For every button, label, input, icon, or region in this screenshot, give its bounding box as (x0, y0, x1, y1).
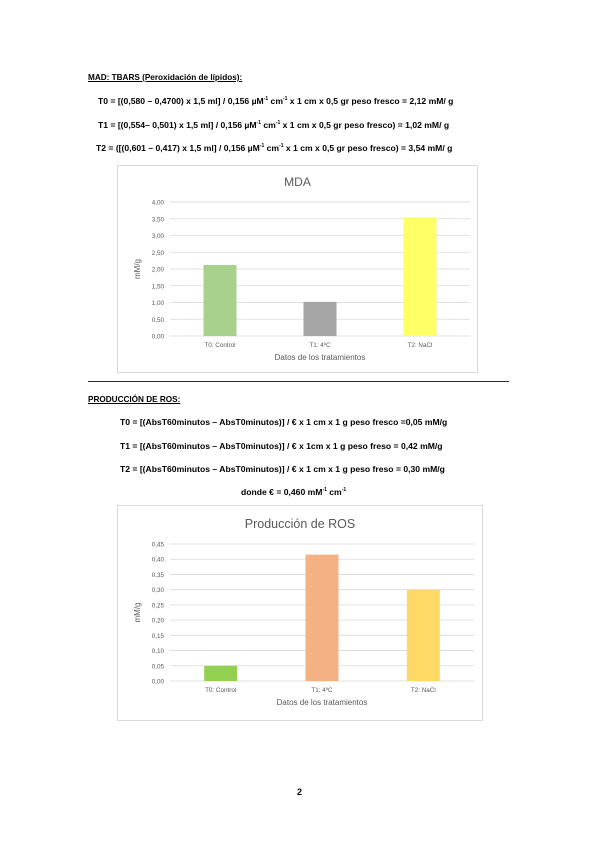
ros-chart-title: Producción de ROS (244, 517, 356, 531)
mda-heading: MAD: TBARS (Peroxidación de lípidos): (88, 73, 243, 82)
y-tick-label: 0,20 (151, 617, 164, 625)
mda-equation-t1: T1 = [(0,554– 0,501) x 1,5 ml] / 0,156 µM$^{-1}$ $cm^{-1}$ x 1 cm x 0,5 gr peso fresco) = 1,02 mM/ g (98, 120, 450, 130)
y-tick-label: 0,10 (151, 648, 164, 656)
x-tick-label: T1: 4ºC (311, 687, 333, 694)
mda-chart-title: MDA (284, 175, 311, 189)
y-tick-label: 0,15 (151, 632, 164, 640)
x-tick-label: T0: Control (204, 342, 236, 349)
ros-heading: PRODUCCIÓN DE ROS: (88, 395, 181, 404)
y-tick-label: 1,00 (151, 300, 164, 307)
y-tick-label: 4,00 (151, 199, 164, 207)
x-tick-label: T2: NaCl (407, 342, 433, 349)
bar (204, 666, 237, 681)
mda-equation-t2: T2 = ([(0,601 – 0,417) x 1,5 ml] / 0,156 µM$^{-1}$ $cm^{-1}$ x 1 cm x 0,5 gr peso fresco) = 3,54 mM/ g (96, 143, 453, 153)
y-tick-label: 3,50 (151, 216, 164, 224)
y-tick-label: 0,30 (151, 587, 164, 595)
bar (304, 302, 337, 336)
y-tick-label: 2,00 (151, 266, 164, 274)
x-axis-label: Datos de los tratamientos (274, 353, 366, 362)
section-divider (88, 381, 509, 382)
ros-donde: donde € = 0,460 $mM^{-1}$ $cm^{-1}$ (241, 487, 347, 497)
x-tick-label: T1: 4ºC (309, 342, 331, 349)
page-number: 2 (296, 787, 302, 797)
bar (306, 555, 339, 681)
y-axis-label: mM/g (133, 602, 142, 623)
y-tick-label: 0,05 (151, 663, 164, 671)
y-axis-label: mM/g (133, 259, 142, 279)
mda-chart-plot (118, 166, 477, 372)
x-tick-label: T0: Control (205, 687, 237, 694)
y-tick-label: 3,00 (151, 233, 164, 240)
bar (404, 217, 437, 336)
y-tick-label: 0,50 (151, 316, 164, 324)
y-tick-label: 0,00 (151, 333, 164, 341)
x-axis-label: Datos de los tratamientos (276, 698, 368, 707)
ros-equation-t1: T1 = [(AbsT60minutos – AbsT0minutos)] / € x 1cm x 1 g peso freso = 0,42 mM/g (120, 441, 443, 451)
mda-equation-t0: T0 = [(0,580 – 0,4700) x 1,5 ml] / 0,156 µM$^{-1}$ $cm^{-1}$ x 1 cm x 0,5 gr peso fresco = 2,12 mM/ g (98, 96, 454, 106)
y-tick-label: 0,45 (151, 541, 164, 549)
mda-chart (117, 165, 478, 373)
bar (204, 265, 237, 336)
y-tick-label: 1,50 (151, 283, 164, 291)
y-tick-label: 0,40 (151, 556, 164, 564)
ros-equation-t0: T0 = [(AbsT60minutos – AbsT0minutos)] / € x 1 cm x 1 g peso fresco =0,05 mM/g (120, 417, 448, 427)
ros-chart (117, 505, 483, 721)
ros-equation-t2: T2 = [(AbsT60minutos – AbsT0minutos)] / € x 1 cm x 1 g peso freso = 0,30 mM/g (120, 464, 445, 474)
x-tick-label: T2: NaCl (410, 687, 436, 694)
bar (407, 590, 440, 681)
ros-chart-plot (118, 506, 482, 720)
y-tick-label: 0,25 (151, 602, 164, 610)
y-tick-label: 0,35 (151, 571, 164, 579)
y-tick-label: 0,00 (151, 678, 164, 686)
y-tick-label: 2,50 (151, 249, 164, 257)
